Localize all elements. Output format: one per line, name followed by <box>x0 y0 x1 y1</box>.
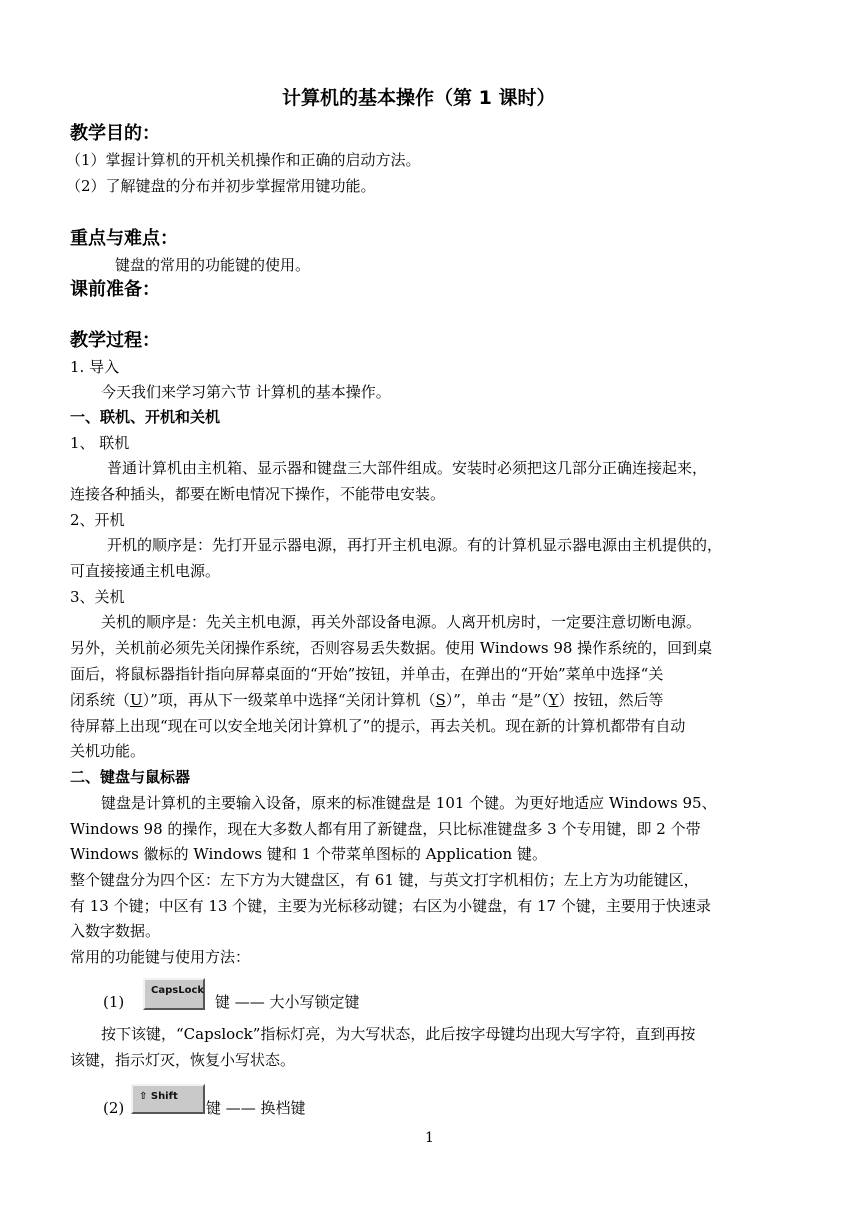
page-number: 1 <box>425 1130 434 1146</box>
paragraph-line: Windows 98 的操作，现在大多数人都有用了新键盘，只比标准键盘多 3 个专用键，即 2 个带 <box>70 820 701 838</box>
underlined-shortcut: Y <box>548 691 559 709</box>
paragraph-line: 另外，关机前必须先关闭操作系统，否则容易丢失数据。使用 Windows 98 操作系统的，回到桌 <box>70 639 713 657</box>
section-1-heading: 一、联机、开机和关机 <box>70 408 221 426</box>
capslock-key-label: CapsLock <box>151 985 205 996</box>
subsection-2-label: 2、开机 <box>70 511 125 529</box>
item-1-number: (1) <box>103 993 125 1011</box>
paragraph-line: 常用的功能键与使用方法： <box>70 948 251 966</box>
intro-text: 今天我们来学习第六节 计算机的基本操作。 <box>101 383 391 401</box>
paragraph-line: Windows 徽标的 Windows 键和 1 个带菜单图标的 Application 键。 <box>70 845 547 863</box>
page-title: 计算机的基本操作（第 1 课时） <box>282 87 556 109</box>
paragraph-line: 按下该键，“Capslock”指标灯亮，为大写状态，此后按字母键均出现大写字符，直到再按 <box>101 1025 696 1043</box>
item-2-number: (2) <box>103 1099 125 1117</box>
section-2-heading: 二、键盘与鼠标器 <box>70 768 191 786</box>
underlined-shortcut: S <box>435 691 446 709</box>
shift-key-image <box>131 1084 205 1114</box>
paragraph-line: 入数字数据。 <box>70 922 161 940</box>
goal-1: （1）掌握计算机的开机关机操作和正确的启动方法。 <box>66 151 421 169</box>
paragraph-line: 关机的顺序是：先关主机电源，再关外部设备电源。人离开机房时，一定要注意切断电源。 <box>101 613 702 631</box>
text-run: 闭系统（ <box>70 691 131 709</box>
prep-heading: 课前准备： <box>70 279 160 300</box>
text-run: ）”，单击 “是”（ <box>445 691 549 709</box>
paragraph-line: 关机功能。 <box>70 742 146 760</box>
item-2-text: 键 —— 换档键 <box>206 1099 306 1117</box>
subsection-1-label: 1、 联机 <box>70 434 130 452</box>
paragraph-line: 该键，指示灯灭，恢复小写状态。 <box>70 1051 296 1069</box>
shift-key-label: ⇧ Shift <box>139 1091 178 1102</box>
subsection-3-label: 3、关机 <box>70 588 125 606</box>
paragraph-line: 有 13 个键；中区有 13 个键，主要为光标移动键；右区为小键盘，有 17 个键，主要用于快速录 <box>70 897 711 915</box>
capslock-key-image <box>143 978 205 1010</box>
paragraph-line: 待屏幕上出现“现在可以安全地关闭计算机了”的提示，再去关机。现在新的计算机都带有自动 <box>70 717 686 735</box>
paragraph-line: 整个键盘分为四个区：左下方为大键盘区，有 61 键，与英文打字机相仿；左上方为功能键区， <box>70 871 699 889</box>
paragraph-line: 开机的顺序是：先打开显示器电源，再打开主机电源。有的计算机显示器电源由主机提供的， <box>107 536 723 554</box>
paragraph-line: 普通计算机由主机箱、显示器和键盘三大部件组成。安装时必须把这几部分正确连接起来， <box>107 459 708 477</box>
goal-2: （2）了解键盘的分布并初步掌握常用键功能。 <box>66 177 376 195</box>
underlined-shortcut: U <box>130 691 143 709</box>
paragraph-line <box>70 690 664 710</box>
paragraph-line: 连接各种插头，都要在断电情况下操作，不能带电安装。 <box>70 485 446 503</box>
paragraph-line: 可直接接通主机电源。 <box>70 562 221 580</box>
paragraph-line: 面后，将鼠标器指针指向屏幕桌面的“开始”按钮，并单击，在弹出的“开始”菜单中选择“关 <box>70 665 664 683</box>
paragraph-line: 键盘是计算机的主要输入设备，原来的标准键盘是 101 个键。为更好地适应 Windows 95、 <box>101 794 717 812</box>
goals-heading: 教学目的： <box>70 123 160 144</box>
key-heading: 重点与难点： <box>70 228 178 249</box>
process-heading: 教学过程： <box>70 330 160 351</box>
text-run: ）按钮，然后等 <box>558 691 664 709</box>
item-1-text: 键 —— 大小写锁定键 <box>215 993 360 1011</box>
text-run: ）”项，再从下一级菜单中选择“关闭计算机（ <box>142 691 436 709</box>
intro-label: 1. 导入 <box>70 358 120 376</box>
key-text: 键盘的常用的功能键的使用。 <box>115 256 311 274</box>
